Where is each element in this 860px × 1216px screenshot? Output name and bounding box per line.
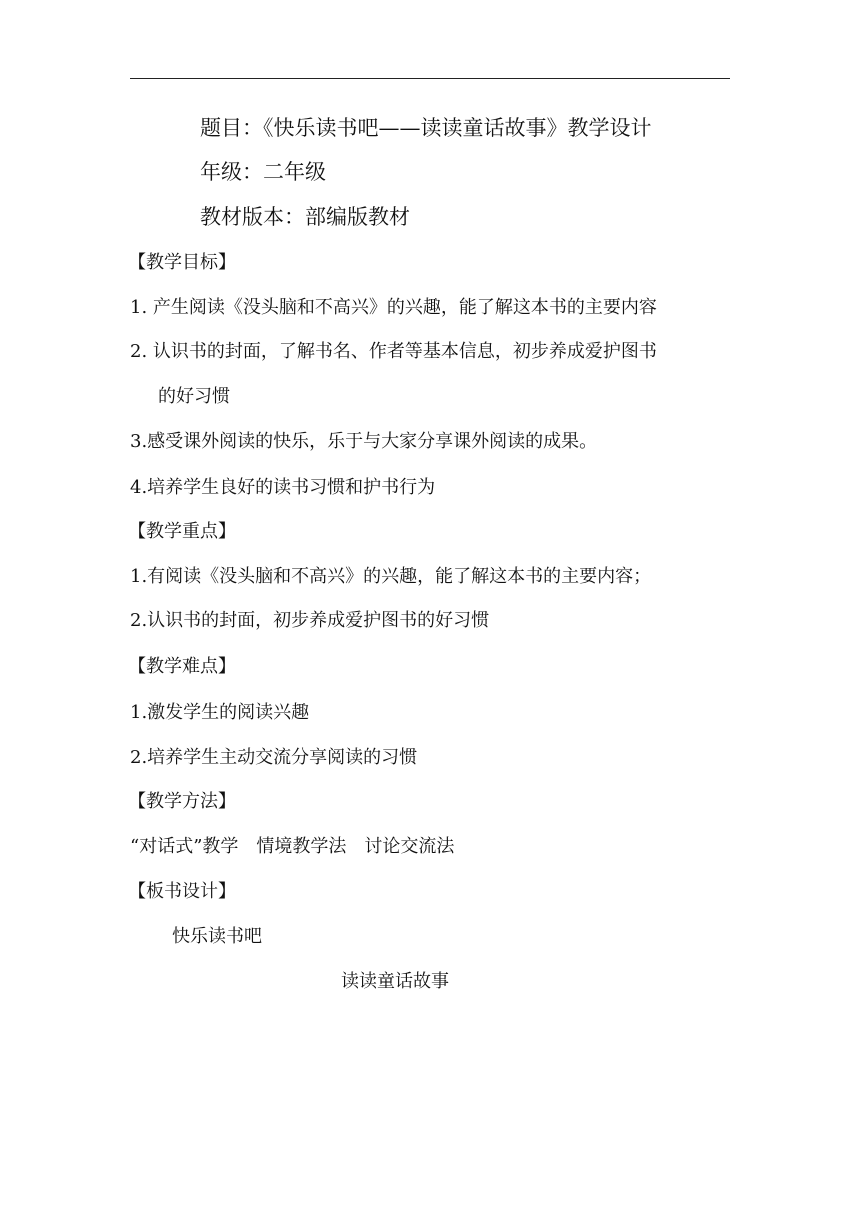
board-line-1: 快乐读书吧 (172, 926, 262, 947)
textbook-line: 教材版本：部编版教材 (200, 205, 410, 229)
key-point-item: 2.认识书的封面，初步养成爱护图书的好习惯 (130, 610, 490, 631)
document-title: 题目：《快乐读书吧——读读童话故事》教学设计 (200, 116, 652, 140)
key-points-heading: 【教学重点】 (128, 521, 236, 542)
board-line-2: 读读童话故事 (341, 971, 449, 992)
difficulties-heading: 【教学难点】 (128, 656, 236, 677)
objectives-heading: 【教学目标】 (128, 252, 236, 273)
header-rule (130, 78, 730, 79)
difficulty-item: 1.激发学生的阅读兴趣 (130, 702, 310, 723)
objective-item: 2. 认识书的封面，了解书名、作者等基本信息，初步养成爱护图书 (130, 341, 657, 362)
key-point-item: 1.有阅读《没头脑和不高兴》的兴趣，能了解这本书的主要内容； (130, 566, 652, 587)
objective-item: 4.培养学生良好的读书习惯和护书行为 (130, 477, 436, 498)
methods-text: “对话式”教学 情境教学法 讨论交流法 (130, 836, 455, 857)
methods-heading: 【教学方法】 (128, 791, 236, 812)
objective-item-continuation: 的好习惯 (158, 386, 230, 407)
difficulty-item: 2.培养学生主动交流分享阅读的习惯 (130, 747, 418, 768)
objective-item: 1. 产生阅读《没头脑和不高兴》的兴趣，能了解这本书的主要内容 (130, 297, 657, 318)
board-heading: 【板书设计】 (128, 881, 236, 902)
objective-item: 3.感受课外阅读的快乐，乐于与大家分享课外阅读的成果。 (130, 431, 598, 452)
grade-line: 年级：二年级 (200, 160, 326, 184)
